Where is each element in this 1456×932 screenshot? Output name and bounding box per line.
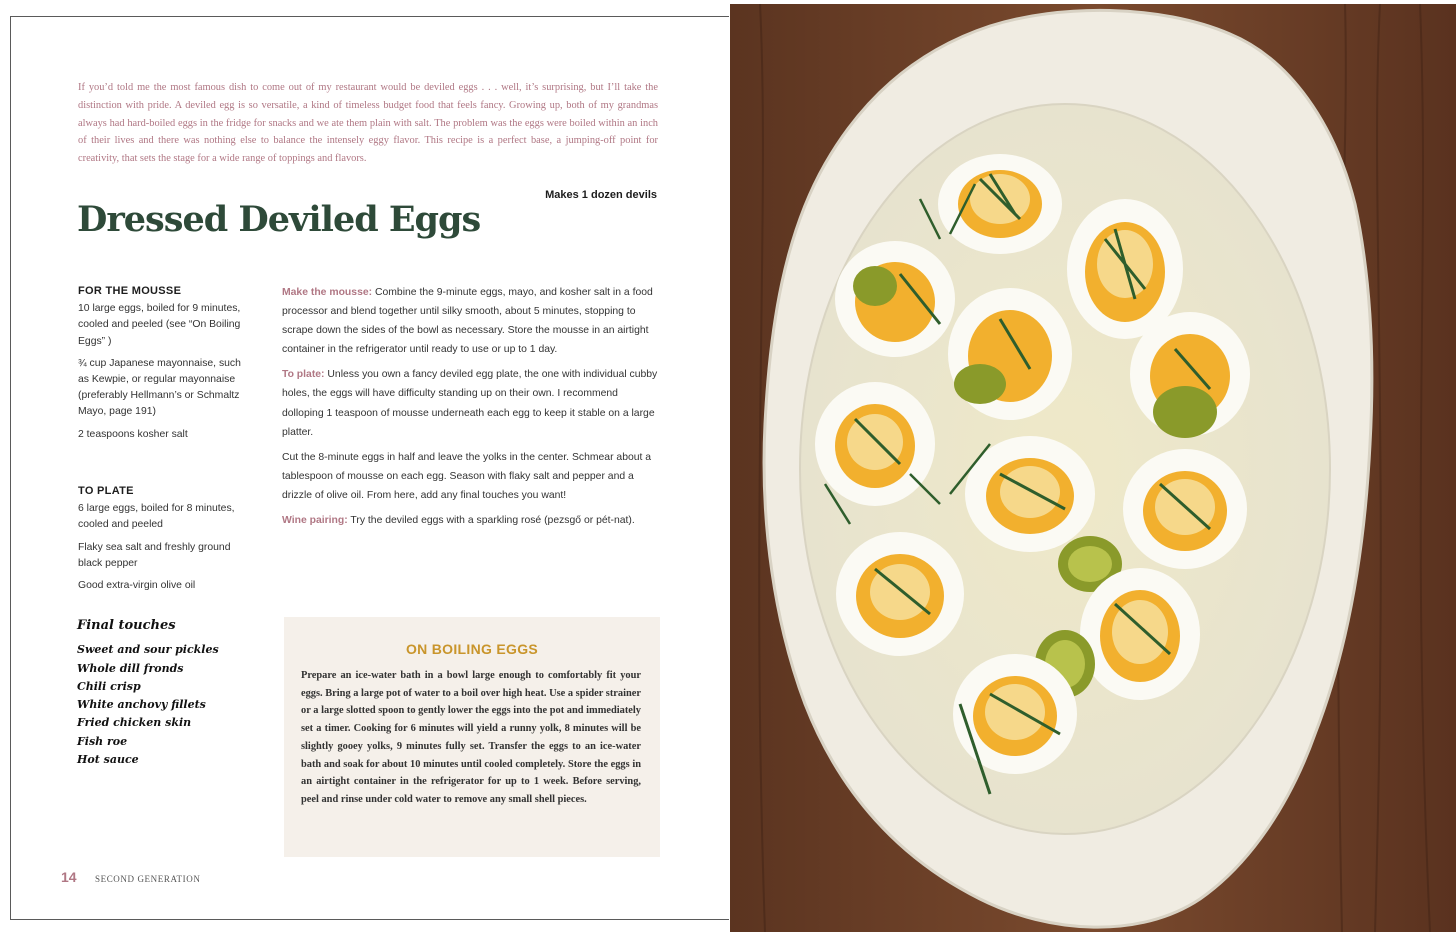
- ingredient-item: Good extra-virgin olive oil: [78, 580, 196, 592]
- page-number: 14: [61, 869, 77, 885]
- egg: [965, 436, 1095, 552]
- step-text: Unless you own a fancy deviled egg plate, the one with individual cubby holes, the eggs will have difficulty standing up on their own. I recommend dolloping 1 teaspoon of mousse underneath each egg to keep it stable on a large platter.: [282, 369, 658, 438]
- ingredient-item: 10 large eggs, boiled for 9 minutes, cooled and peeled (see “On Boiling Eggs” ): [78, 303, 241, 347]
- egg: [938, 154, 1062, 254]
- step-text: Try the deviled eggs with a sparkling rosé (pezsgő or pét-nat).: [347, 515, 635, 527]
- touch-item: Fish roe: [77, 734, 128, 748]
- step-label: To plate:: [282, 369, 325, 381]
- touch-item: Fried chicken skin: [77, 716, 192, 730]
- egg: [948, 288, 1072, 420]
- egg: [835, 241, 955, 357]
- plate-heading: TO PLATE: [78, 485, 134, 497]
- step-wine: [282, 511, 660, 530]
- left-page: [10, 16, 729, 920]
- intro-paragraph: If you’d told me the most famous dish to come out of my restaurant would be deviled eggs . . . well, it’s surprising, but I’ll take the distinction with pride. A deviled egg is so versatile, a kind of timeless budget food that feels fancy. Growing up, both of my grandmas always had hard-boiled eggs in the fridge for snacks and we ate them plain with salt. The problem was the eggs were boiled within an inch of their lives and there was nothing else to balance the intensely eggy flavor. This recipe is a perfect base, a jumping-off point for creativity, that sets the stage for a wide range of toppings and flavors.: [78, 82, 658, 165]
- deviled-eggs-photo: [730, 4, 1456, 932]
- mousse-ingredients: [78, 283, 250, 449]
- step-text: Combine the 9-minute eggs, mayo, and kosher salt in a food processor and blend together until silky smooth, about 5 minutes, stopping to scrape down the sides of the bowl as necessary. Store the mousse in an airtight container in the refrigerator until ready to use or up to 1 day.: [282, 287, 653, 356]
- final-touches-heading: Final touches: [77, 618, 176, 633]
- final-touches-list: [77, 617, 219, 769]
- egg: [815, 382, 935, 506]
- boiling-title: ON BOILING EGGS: [405, 641, 539, 657]
- recipe-title: Dressed Deviled Eggs: [77, 199, 481, 240]
- ingredient-item: 2 teaspoons kosher salt: [78, 428, 188, 440]
- egg: [1123, 449, 1247, 569]
- touch-item: Chili crisp: [77, 679, 141, 693]
- step-label: Make the mousse:: [282, 287, 373, 298]
- ingredient-item: 6 large eggs, boiled for 8 minutes, cooled and peeled: [78, 503, 235, 531]
- touch-item: Sweet and sour pickles: [77, 643, 219, 657]
- running-head: SECOND GENERATION: [95, 874, 201, 884]
- plate-ingredients: [78, 483, 250, 600]
- ingredient-item: Flaky sea salt and freshly ground black pepper: [78, 541, 231, 569]
- touch-item: Hot sauce: [77, 753, 139, 767]
- boiling-sidebar: [284, 617, 660, 857]
- step-cut: Cut the 8-minute eggs in half and leave the yolks in the center. Schmear about a tablespoon of mousse on each egg. Season with flaky salt and pepper and a drizzle of olive oil. From here, add any final touches you want!: [282, 451, 652, 501]
- mousse-heading: FOR THE MOUSSE: [78, 285, 182, 297]
- boiling-text: Prepare an ice-water bath in a bowl large enough to comfortably fit your eggs. Bring a large pot of water to a boil over high heat. Use a spider strainer or a large slotted spoon to gently lower the eggs into the pot and immediately set a timer. Cooking for 6 minutes will yield a runny yolk, 8 minutes will be slightly gooey yolks, 9 minutes fully set. Transfer the eggs to an ice-water bath and soak for about 10 minutes until cooled completely. Store the eggs in an airtight container in the refrigerator for up to 1 week. Before serving, peel and rinse under cold water to remove any small shell pieces.: [301, 670, 641, 805]
- step-mousse: [282, 283, 660, 359]
- yield-label: Makes 1 dozen devils: [545, 189, 657, 201]
- method-steps: [282, 283, 660, 536]
- ingredient-item: ¾ cup Japanese mayonnaise, such as Kewpie, or regular mayonnaise (preferably Hellmann’s or Schmaltz Mayo, page 191): [78, 357, 241, 418]
- step-label: Wine pairing:: [282, 515, 348, 527]
- touch-item: Whole dill fronds: [77, 661, 184, 675]
- step-plate: [282, 365, 660, 441]
- egg: [1080, 568, 1200, 700]
- touch-item: White anchovy fillets: [77, 698, 206, 712]
- egg: [836, 532, 964, 656]
